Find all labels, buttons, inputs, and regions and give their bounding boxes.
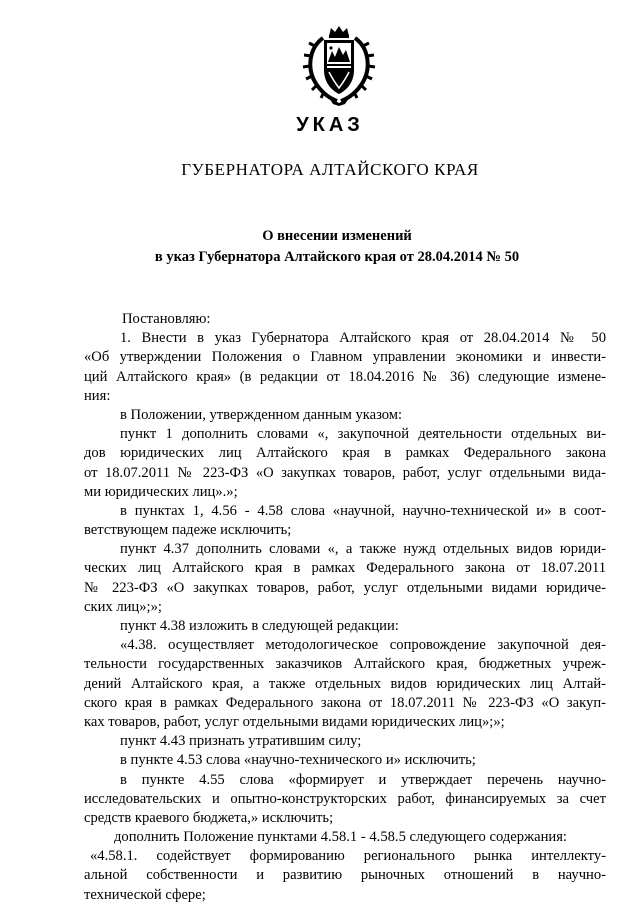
- document-type-heading: УКАЗ: [296, 114, 364, 136]
- body-line: дений Алтайского края, а также отдельных видов юридических лиц Алтай-: [84, 675, 606, 692]
- body-line: пункт 4.37 дополнить словами «, а также нужд отдельных видов юриди-: [120, 541, 606, 558]
- body-line: в Положении, утвержденном данным указом:: [120, 406, 403, 423]
- title-line: О внесении изменений: [262, 228, 412, 244]
- body-line: ветствующем падеже исключить;: [84, 522, 292, 539]
- body-line: исследовательских и опытно-конструкторских работ, финансируемых за счет: [84, 790, 606, 807]
- body-line: тельности государственных заказчиков Алтайского края, бюджетных учреж-: [84, 656, 606, 673]
- body-line: № 223-ФЗ «О закупках товаров, работ, услуг отдельными видами юридиче-: [84, 579, 606, 596]
- body-line: Постановляю:: [122, 311, 211, 327]
- body-line: «4.38. осуществляет методологическое сопровождение закупочной дея-: [120, 637, 606, 654]
- body-line: пункт 4.43 признать утратившим силу;: [120, 733, 362, 750]
- body-line: ния:: [84, 387, 111, 404]
- title-line: в указ Губернатора Алтайского края от 28.04.2014 № 50: [154, 249, 520, 265]
- document-body: [84, 310, 606, 905]
- document-title: [0, 226, 640, 268]
- body-line: средств краевого бюджета,» исключить;: [84, 809, 334, 826]
- body-line: «4.58.1. содействует формированию регионального рынка интеллекту-: [90, 848, 606, 865]
- body-line: в пункте 4.55 слова «формирует и утверждает перечень научно-: [120, 771, 606, 788]
- body-line: ских лиц»;»;: [84, 598, 162, 615]
- body-line: ческих лиц Алтайского края в рамках Федерального закона от 18.07.2011: [84, 560, 606, 577]
- issuer-heading: ГУБЕРНАТОРА АЛТАЙСКОГО КРАЯ: [181, 160, 479, 179]
- body-line: ций Алтайского края» (в редакции от 18.04.2016 № 36) следующие измене-: [84, 368, 606, 385]
- altai-krai-coat-of-arms-icon: [301, 24, 377, 106]
- body-line: в пунктах 1, 4.56 - 4.58 слова «научной, научно-технической и» в соот-: [120, 502, 606, 519]
- body-line: 1. Внести в указ Губернатора Алтайского края от 28.04.2014 № 50: [120, 330, 606, 347]
- body-line: ского края в рамках Федерального закона от 18.07.2011 № 223-ФЗ «О закуп-: [84, 694, 606, 711]
- body-line: дополнить Положение пунктами 4.58.1 - 4.58.5 следующего содержания:: [114, 829, 567, 846]
- body-line: дов юридических лиц Алтайского края в рамках Федерального закона: [84, 445, 606, 462]
- body-line: пункт 1 дополнить словами «, закупочной деятельности отдельных ви-: [120, 426, 606, 443]
- body-line: ках товаров, работ, услуг отдельными видами юридических лиц»;»;: [84, 713, 505, 730]
- body-line: ми юридических лиц».»;: [84, 483, 238, 500]
- body-line: технической сфере;: [84, 886, 206, 903]
- body-line: в пункте 4.53 слова «научно-технического и» исключить;: [120, 752, 476, 769]
- body-line: альной собственности и развитию рыночных отношений в научно-: [84, 867, 606, 884]
- body-line: от 18.07.2011 № 223-ФЗ «О закупках товаров, работ, услуг отдельными вида-: [84, 464, 606, 481]
- body-line: пункт 4.38 изложить в следующей редакции:: [120, 618, 399, 634]
- body-line: «Об утверждении Положения о Главном управлении экономики и инвести-: [84, 349, 606, 366]
- coat-of-arms-emblem: [301, 24, 377, 106]
